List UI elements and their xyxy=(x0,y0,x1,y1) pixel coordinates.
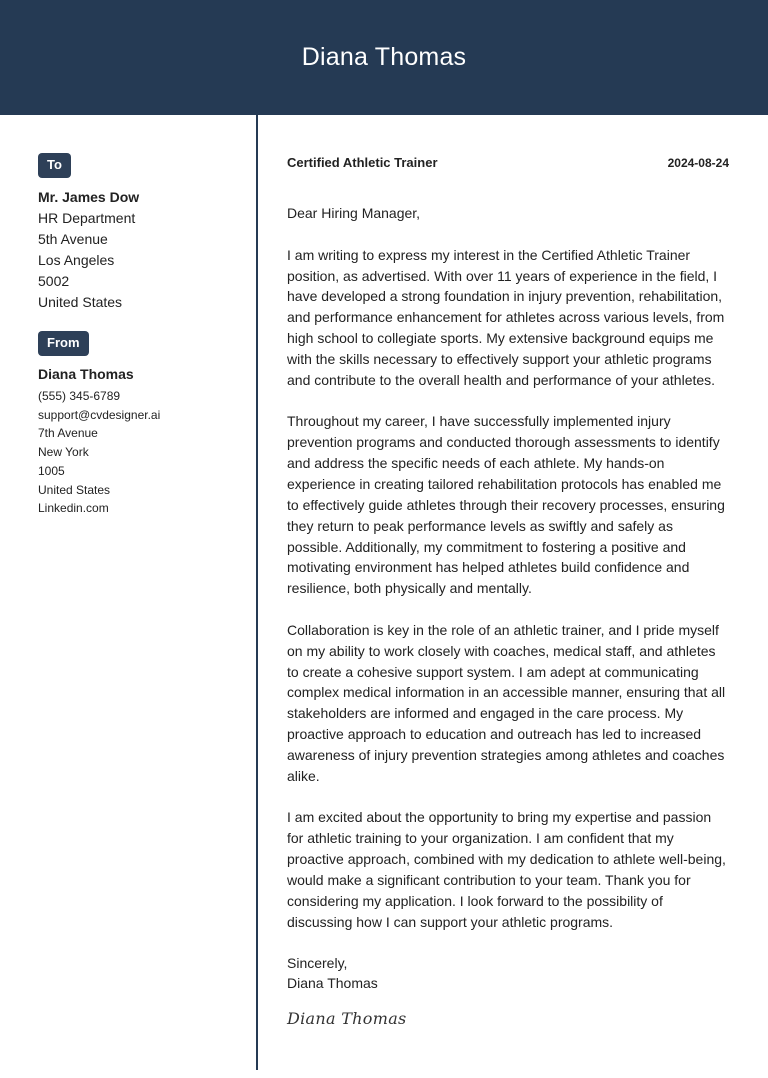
paragraph: I am writing to express my interest in the Certified Athletic Trainer position, as advertised. With over 11 years of experience in the field, I have developed a strong foundation in injury prevention, rehabilitation, and performance enhancement for athletes across various levels, from high school to collegiate sports. My extensive background equips me with the skills necessary to effectively support your athletic programs and contribute to the overall health and performance of your athletes. xyxy=(287,246,725,388)
paragraph: Throughout my career, I have successfully implemented injury prevention programs and conducted thorough assessments to identify and address the specific needs of each athlete. My hands-on experience in creating tailored rehabilitation protocols has enabled me to effectively guide athletes through their recovery processes, ensuring they return to peak performance levels as swiftly and safely as possible. Additionally, my commitment to fostering a positive and motivating environment has helped athletes build confidence and resilience, both physically and mentally. xyxy=(287,413,725,597)
recipient-line: Los Angeles xyxy=(38,252,115,268)
letter-title-row xyxy=(287,153,729,173)
sender-country: United States xyxy=(38,482,111,497)
sender-email: support@cvdesigner.ai xyxy=(38,407,161,422)
sender-zip: 1005 xyxy=(38,463,65,478)
paragraph: I am excited about the opportunity to bring my expertise and passion for athletic training to your organization. I am confident that my proactive approach, combined with my dedication to athlete well-being, would make a significant contribution to your team. Thank you for considering my application. I look forward to the possibility of discussing how I can support your athletic programs. xyxy=(287,809,726,930)
closing-name: Diana Thomas xyxy=(287,975,378,992)
paragraph: Collaboration is key in the role of an athletic trainer, and I pride myself on my ability to work closely with coaches, medical staff, and athletes to create a cohesive support system. I am adept at communicating complex medical information in an accessible manner, ensuring that all stakeholders are informed and engaged in the care process. My proactive approach to education and outreach has led to increased awareness of injury prevention strategies among athletes and coaches alike. xyxy=(287,621,726,784)
recipient-name: Mr. James Dow xyxy=(38,189,140,205)
page-header xyxy=(0,0,768,115)
closing-block xyxy=(287,953,729,993)
recipient-line: United States xyxy=(38,294,123,310)
greeting: Dear Hiring Manager, xyxy=(287,205,421,221)
sender-block xyxy=(38,364,238,518)
letter-body xyxy=(287,153,729,1028)
recipient-block xyxy=(38,187,238,313)
applicant-name: Diana Thomas xyxy=(301,43,467,71)
to-tag: To xyxy=(38,153,71,178)
sender-street: 7th Avenue xyxy=(38,426,98,441)
sender-city: New York xyxy=(38,445,89,460)
recipient-line: 5002 xyxy=(38,273,70,289)
signature: Diana Thomas xyxy=(287,1009,407,1029)
sidebar xyxy=(38,153,238,518)
sender-name: Diana Thomas xyxy=(38,366,134,382)
letter-date: 2024-08-24 xyxy=(667,156,729,170)
recipient-line: 5th Avenue xyxy=(38,231,108,247)
recipient-line: HR Department xyxy=(38,210,136,226)
closing-text: Sincerely, xyxy=(287,955,348,972)
sender-linkedin: Linkedin.com xyxy=(38,501,109,516)
position-title: Certified Athletic Trainer xyxy=(287,155,438,170)
sender-phone: (555) 345-6789 xyxy=(38,389,121,403)
from-tag: From xyxy=(38,331,89,356)
column-divider xyxy=(256,115,258,1070)
